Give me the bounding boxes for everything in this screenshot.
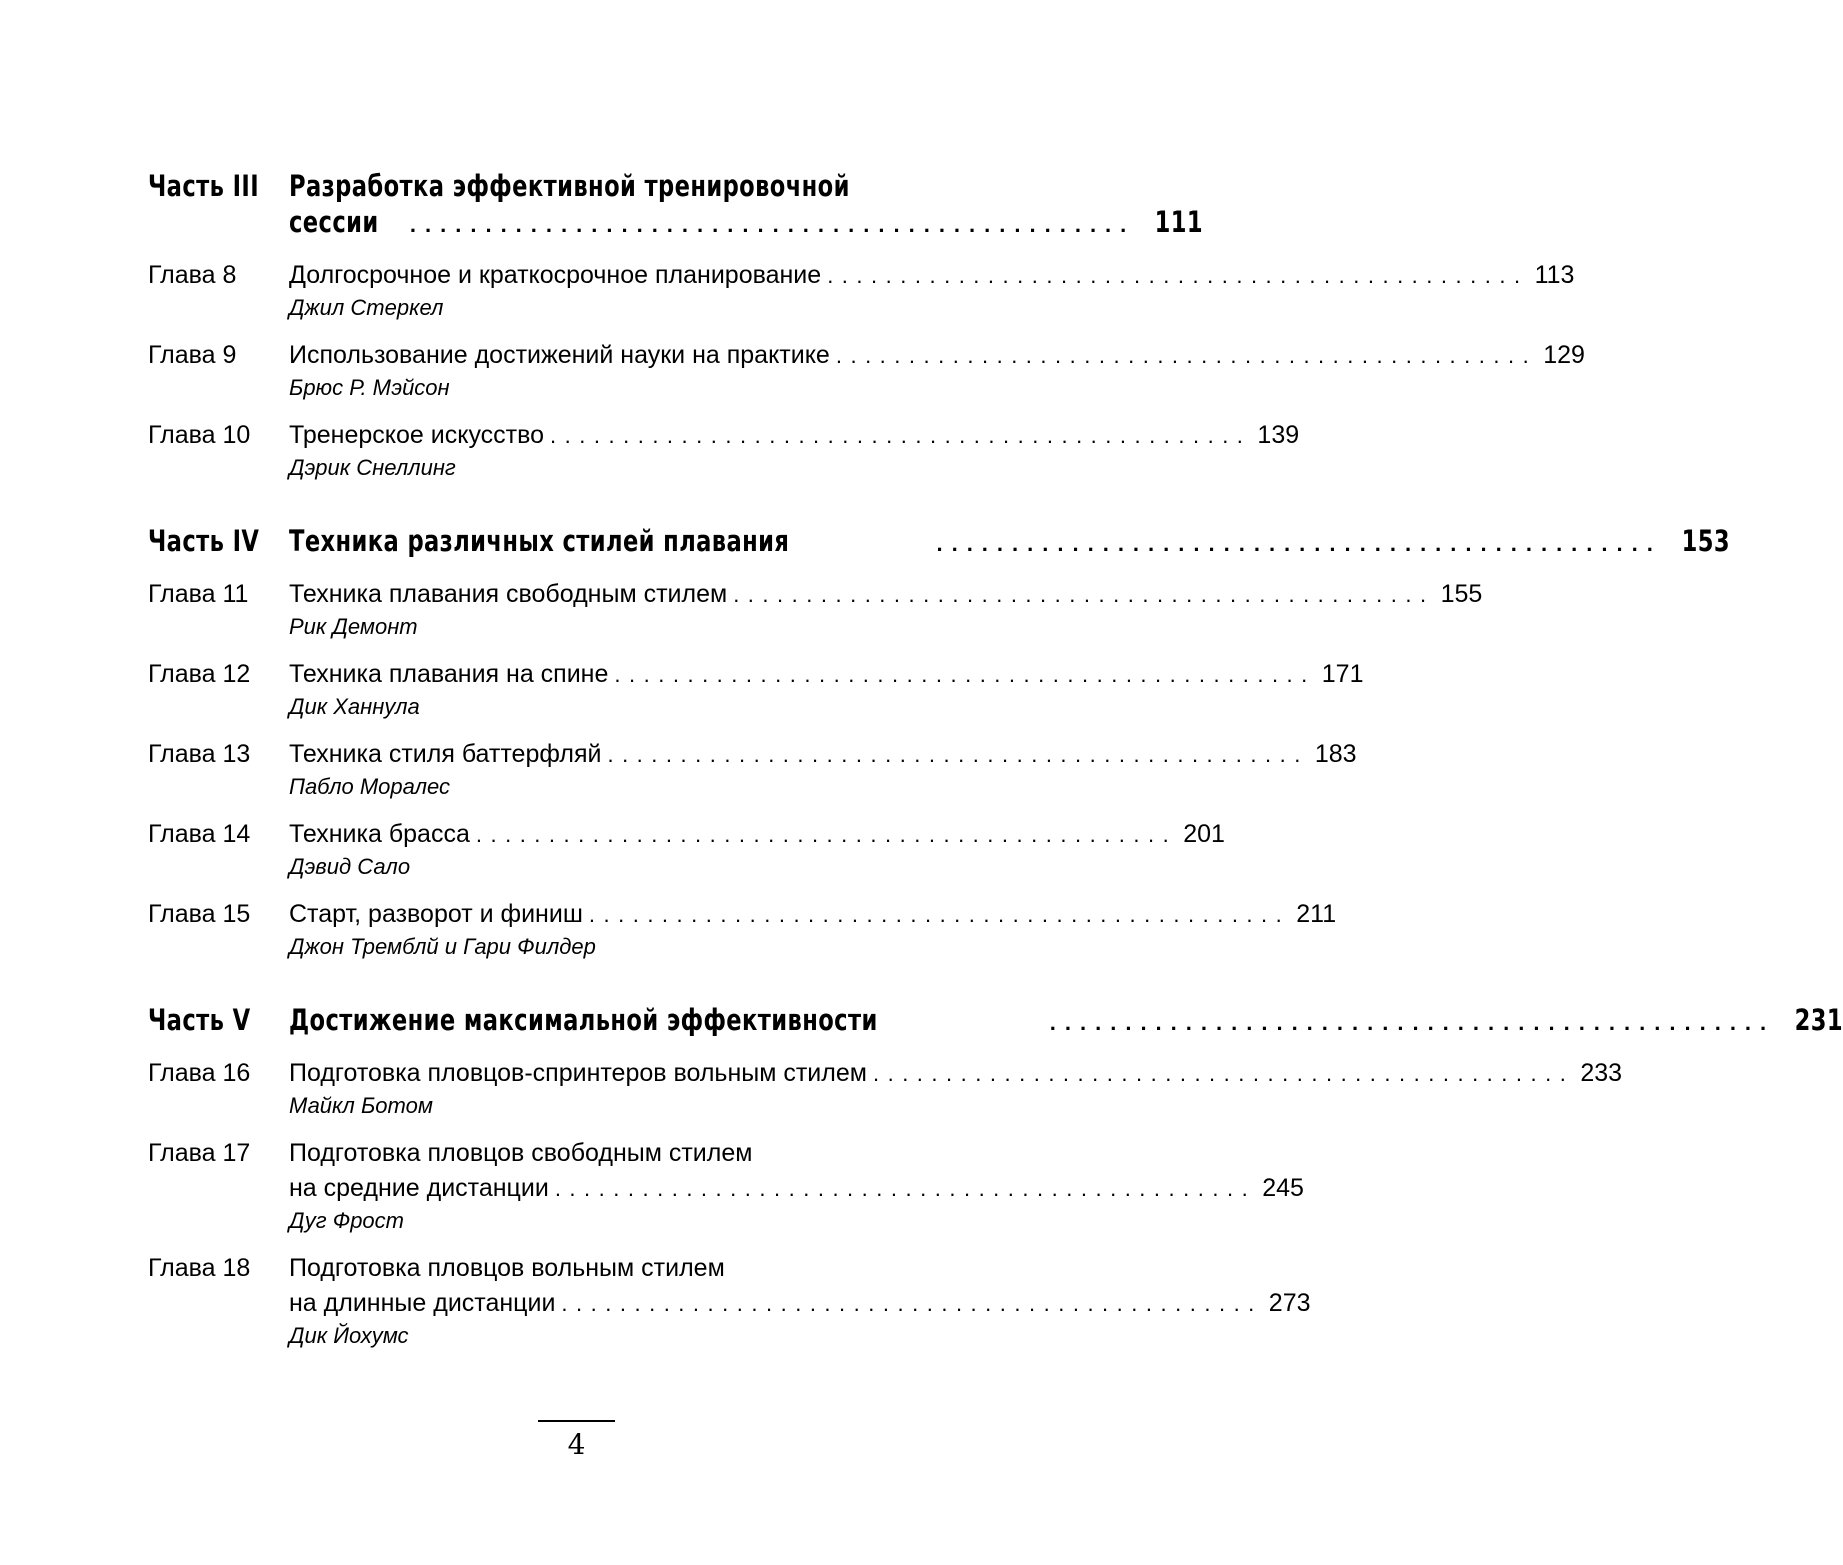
chapter-author: Дэрик Снеллинг: [289, 455, 456, 480]
chapter-label: Глава 17: [148, 1139, 251, 1167]
dot-leader: ................................................: [872, 1061, 1575, 1086]
part-4-heading[interactable]: [148, 523, 1730, 562]
folio-rule: [538, 1420, 615, 1422]
table-of-contents: [148, 168, 1843, 1351]
dot-leader: ................................................: [475, 822, 1178, 847]
chapter-page-number: 183: [1314, 740, 1357, 768]
part-5-heading[interactable]: [148, 1002, 1843, 1041]
chapter-author: Пабло Моралес: [289, 774, 451, 799]
dot-leader: ................................................: [554, 1176, 1257, 1201]
part-label: Часть IV: [148, 524, 260, 558]
dot-leader: ................................................: [936, 531, 1662, 556]
toc-entry[interactable]: [148, 1136, 1304, 1236]
section-gap: [148, 962, 1001, 1002]
chapter-title: Техника стиля баттерфляй: [289, 740, 602, 768]
chapter-label: Глава 11: [148, 580, 249, 608]
chapter-page-number: 113: [1534, 261, 1575, 289]
chapter-author: Дэвид Сало: [289, 854, 411, 879]
dot-leader: ................................................: [550, 423, 1252, 448]
chapter-title: Техника плавания свободным стилем: [289, 580, 728, 608]
dot-leader: ................................................: [614, 662, 1316, 687]
toc-entry[interactable]: [148, 1056, 1623, 1121]
chapter-author: Брюс Р. Мэйсон: [289, 375, 450, 400]
chapter-label: Глава 9: [148, 341, 237, 369]
chapter-title: на длинные дистанции: [289, 1289, 556, 1317]
toc-entry[interactable]: [148, 418, 1300, 483]
chapter-title: Подготовка пловцов вольным стилем: [289, 1254, 725, 1282]
chapter-page-number: 139: [1257, 421, 1300, 449]
dot-leader: ................................................: [733, 582, 1435, 607]
toc-entry[interactable]: [148, 258, 1575, 323]
chapter-label: Глава 15: [148, 900, 251, 928]
chapter-page-number: 201: [1183, 820, 1225, 848]
chapter-page-number: 171: [1321, 660, 1364, 688]
chapter-page-number: 155: [1440, 580, 1483, 608]
chapter-label: Глава 16: [148, 1059, 251, 1087]
chapter-title: Тренерское искусство: [289, 421, 545, 449]
toc-entry[interactable]: [148, 338, 1585, 403]
chapter-label: Глава 12: [148, 660, 251, 688]
chapter-page-number: 211: [1296, 900, 1337, 928]
part-title: Разработка эффективной тренировочной: [289, 169, 850, 203]
chapter-page-number: 245: [1262, 1174, 1304, 1202]
part-page-number: 231: [1794, 1003, 1843, 1037]
chapter-title: Подготовка пловцов свободным стилем: [289, 1139, 753, 1167]
chapter-title: Использование достижений науки на практике: [289, 341, 830, 369]
toc-entry[interactable]: [148, 897, 1337, 962]
toc-entry[interactable]: [148, 1251, 1311, 1351]
chapter-label: Глава 14: [148, 820, 251, 848]
chapter-title: Старт, разворот и финиш: [289, 900, 583, 928]
part-title: Техника различных стилей плавания: [289, 524, 790, 558]
chapter-title: Подготовка пловцов-спринтеров вольным стилем: [289, 1059, 867, 1087]
chapter-label: Глава 8: [148, 261, 237, 289]
toc-entry[interactable]: [148, 577, 1483, 642]
part-label: Часть V: [148, 1003, 251, 1037]
toc-entry[interactable]: [148, 657, 1364, 722]
part-title: сессии: [289, 205, 379, 239]
dot-leader: ................................................: [409, 212, 1136, 237]
chapter-author: Дик Йохумс: [289, 1323, 409, 1348]
chapter-title: Долгосрочное и краткосрочное планирование: [289, 261, 822, 289]
toc-entry[interactable]: [148, 737, 1357, 802]
dot-leader: ................................................: [1049, 1010, 1776, 1035]
part-label: Часть III: [148, 169, 260, 203]
chapter-label: Глава 10: [148, 421, 251, 449]
chapter-author: Майкл Ботом: [289, 1093, 433, 1118]
dot-leader: ................................................: [827, 263, 1529, 288]
chapter-author: Рик Демонт: [289, 614, 418, 639]
section-gap: [148, 483, 1001, 523]
chapter-author: Джон Тремблй и Гари Филдер: [289, 934, 596, 959]
chapter-page-number: 129: [1543, 341, 1585, 369]
toc-entry[interactable]: [148, 817, 1225, 882]
page-number: 4: [567, 1428, 586, 1461]
dot-leader: ................................................: [561, 1291, 1263, 1316]
part-page-number: 153: [1681, 524, 1730, 558]
chapter-label: Глава 13: [148, 740, 251, 768]
part-3-heading[interactable]: [148, 168, 1204, 243]
dot-leader: ................................................: [607, 742, 1309, 767]
dot-leader: ................................................: [588, 902, 1291, 927]
part-page-number: 111: [1154, 205, 1204, 239]
chapter-page-number: 273: [1268, 1289, 1311, 1317]
chapter-author: Джил Стеркел: [289, 295, 444, 320]
chapter-page-number: 233: [1580, 1059, 1623, 1087]
chapter-author: Дик Ханнула: [289, 694, 420, 719]
chapter-title: на средние дистанции: [289, 1174, 549, 1202]
chapter-title: Техника плавания на спине: [289, 660, 609, 688]
chapter-label: Глава 18: [148, 1254, 251, 1282]
dot-leader: ................................................: [835, 343, 1538, 368]
chapter-author: Дуг Фрост: [289, 1208, 404, 1233]
chapter-title: Техника брасса: [289, 820, 470, 848]
part-title: Достижение максимальной эффективности: [289, 1003, 878, 1037]
